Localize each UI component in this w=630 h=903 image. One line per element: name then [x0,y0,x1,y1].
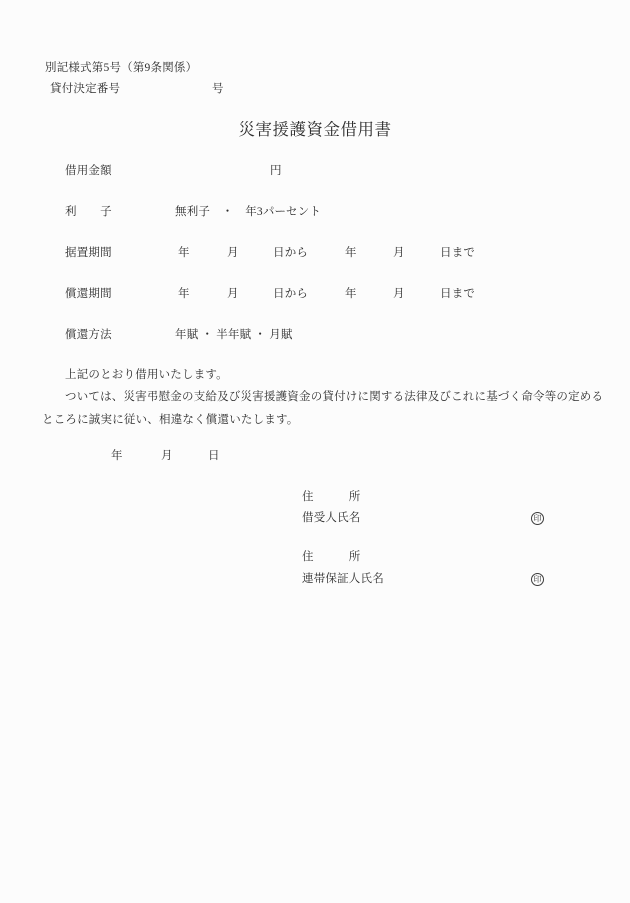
loan-decision-number-label: 貸付決定番号 [50,83,121,95]
borrower-seal-icon [531,512,544,525]
repayment-period-day-to: 日まで [440,288,476,300]
borrower-address-label: 住 所 [302,491,361,503]
date-month-label: 月 [161,450,173,462]
grace-period-month-to: 月 [393,247,405,259]
guarantor-seal-icon [531,573,544,586]
date-day-label: 日 [208,450,220,462]
grace-period-month-from: 月 [227,247,239,259]
loan-decision-number-unit: 号 [212,83,224,95]
borrower-name-label: 借受人氏名 [302,512,361,524]
guarantor-address-label: 住 所 [302,551,361,563]
statement-line-2: ついては、災害弔慰金の支給及び災害援護資金の貸付けに関する法律及びこれに基づく命令等の定める [65,391,604,403]
grace-period-year-from: 年 [178,247,190,259]
document-title: 災害援護資金借用書 [238,120,392,139]
interest-options: 無利子 ・ 年3パーセント [175,206,322,218]
statement-line-1: 上記のとおり借用いたします。 [65,369,228,381]
grace-period-day-from: 日から [273,247,309,259]
repayment-period-month-to: 月 [393,288,405,300]
repayment-method-label: 償還方法 [65,329,112,341]
form-note: 別記様式第5号（第9条関係） [45,62,198,74]
guarantor-name-label: 連帯保証人氏名 [302,573,384,585]
borrower-seal-text: 印 [533,514,542,523]
repayment-period-month-from: 月 [227,288,239,300]
repayment-period-year-from: 年 [178,288,190,300]
repayment-period-year-to: 年 [345,288,357,300]
amount-label: 借用金額 [65,165,112,177]
repayment-period-label: 償還期間 [65,288,112,300]
grace-period-year-to: 年 [345,247,357,259]
repayment-method-options: 年賦 ・ 半年賦 ・ 月賦 [175,329,293,341]
repayment-period-day-from: 日から [273,288,309,300]
date-year-label: 年 [111,450,123,462]
amount-unit: 円 [270,165,282,177]
grace-period-label: 据置期間 [65,247,112,259]
guarantor-seal-text: 印 [533,575,542,584]
grace-period-day-to: 日まで [440,247,476,259]
statement-line-3: ところに誠実に従い、相違なく償還いたします。 [42,414,299,426]
interest-label: 利 子 [65,206,112,218]
